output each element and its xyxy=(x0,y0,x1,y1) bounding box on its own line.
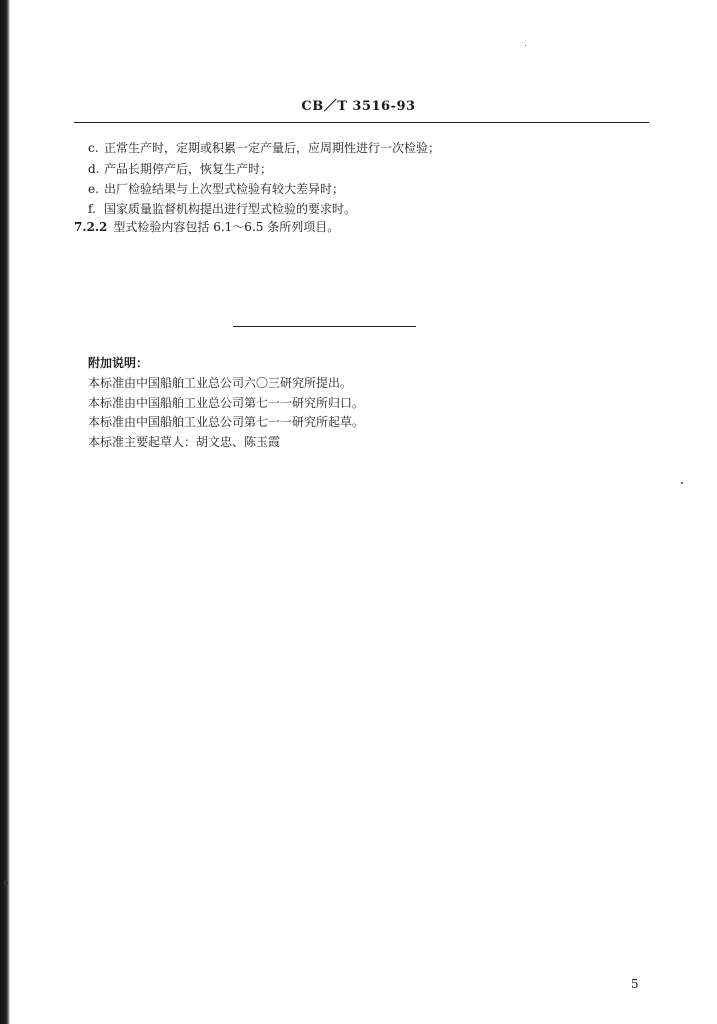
header-rule xyxy=(74,122,649,123)
list-item-text: 正常生产时，定期或积累一定产量后，应周期性进行一次检验； xyxy=(104,141,441,155)
clause-text: 型式检验内容包括 6.1～6.5 条所列项目。 xyxy=(113,220,340,234)
section-divider xyxy=(233,326,416,327)
list-item-text: 产品长期停产后，恢复生产时； xyxy=(104,162,273,176)
list-item-marker: d. xyxy=(88,162,100,176)
list-item-marker: f. xyxy=(88,202,96,216)
page-number: 5 xyxy=(631,977,639,991)
clause-number: 7.2.2 xyxy=(74,220,108,234)
notes-title: 附加说明： xyxy=(88,356,149,370)
clause-7-2-2 xyxy=(74,218,339,235)
list-item-text: 出厂检验结果与上次型式检验有较大差异时； xyxy=(104,182,345,196)
scan-edge-shadow xyxy=(0,0,10,1024)
list-item xyxy=(88,139,440,156)
list-item xyxy=(88,160,272,177)
scan-speck xyxy=(4,880,8,886)
list-item-marker: e. xyxy=(88,182,99,196)
list-item xyxy=(88,200,356,217)
list-item xyxy=(88,180,344,197)
note-line: 本标准主要起草人：胡文忠、陈玉霞 xyxy=(88,435,281,449)
note-line: 本标准由中国船舶工业总公司第七一一研究所起草。 xyxy=(88,415,365,429)
note-line: 本标准由中国船舶工业总公司六〇三研究所提出。 xyxy=(88,376,353,390)
scan-speck xyxy=(525,45,526,46)
scan-speck xyxy=(681,482,683,484)
note-line: 本标准由中国船舶工业总公司第七一一研究所归口。 xyxy=(88,396,365,410)
standard-code-header: CB／T 3516-93 xyxy=(301,99,416,114)
list-item-marker: c. xyxy=(88,141,99,155)
list-item-text: 国家质量监督机构提出进行型式检验的要求时。 xyxy=(104,202,357,216)
